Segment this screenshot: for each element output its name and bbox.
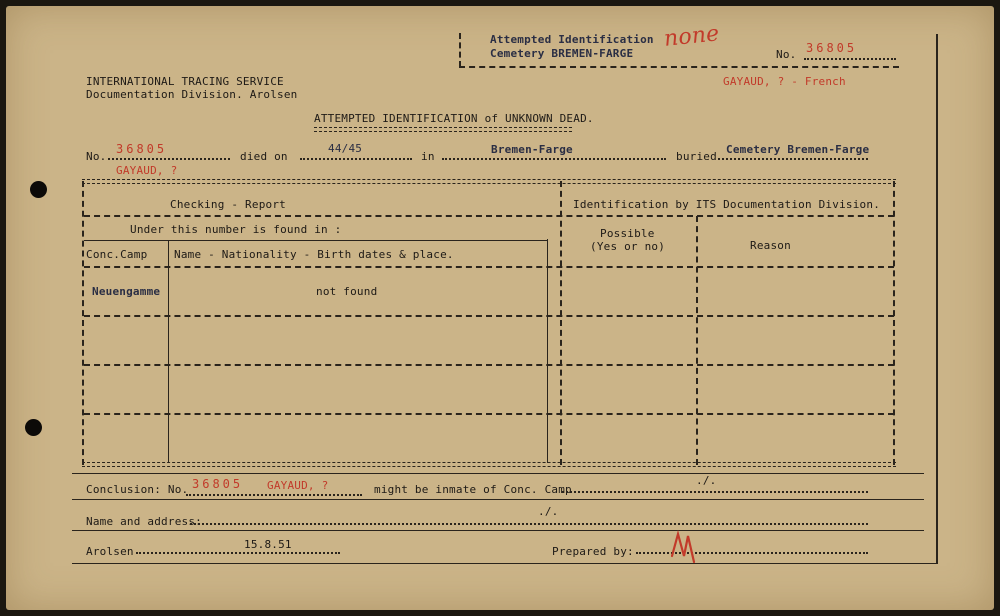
checking-header: Checking - Report (170, 198, 286, 211)
row-separator-3 (84, 413, 894, 415)
in-value: Bremen-Farge (491, 143, 573, 156)
possible-sub: (Yes or no) (590, 240, 666, 253)
row-separator-1 (84, 315, 894, 317)
column-header-separator (84, 266, 894, 268)
record-no-dots (108, 158, 230, 160)
record-no-label: No. (86, 150, 107, 163)
in-label: in (421, 150, 435, 163)
punch-hole-bottom (25, 419, 42, 436)
name-address-label: Name and address: (86, 515, 202, 528)
header-red-name: GAYAUD, ? - French (723, 75, 846, 88)
conclusion-name: GAYAUD, ? (267, 479, 329, 492)
conclusion-bottom-rule (72, 499, 924, 500)
inmate-text: might be inmate of Conc. Camp (374, 483, 572, 496)
in-dots (442, 158, 666, 160)
stamp-no-label: No. (776, 48, 797, 61)
under-number-separator (84, 240, 547, 241)
org-name: INTERNATIONAL TRACING SERVICE (86, 75, 284, 88)
form-title: ATTEMPTED IDENTIFICATION of UNKNOWN DEAD. (314, 112, 594, 125)
punch-hole-top (30, 181, 47, 198)
table-left-border (82, 181, 84, 465)
row1-camp: Neuengamme (92, 285, 161, 298)
record-no-value: 36805 (116, 142, 168, 156)
col-camp-header: Conc.Camp (86, 248, 148, 261)
org-division: Documentation Division. Arolsen (86, 88, 298, 101)
place: Arolsen (86, 545, 134, 558)
col-name-header: Name - Nationality - Birth dates & place. (174, 248, 454, 261)
stamp-line-2: Cemetery BREMEN-FARGE (490, 47, 634, 60)
stamp-bottom-border (459, 66, 899, 68)
died-dots (300, 158, 412, 160)
inmate-dots (562, 491, 868, 493)
conclusion-dots (186, 494, 362, 496)
camp-divider (168, 241, 169, 463)
name-address-rule (72, 530, 924, 531)
row-separator-2 (84, 364, 894, 366)
conclusion-top-rule (72, 473, 924, 474)
table-middle-divider (560, 181, 562, 465)
buried-value: Cemetery Bremen-Farge (726, 143, 870, 156)
stamp-line-1: Attempted Identification (490, 33, 654, 46)
possible-header: Possible (600, 227, 655, 240)
prepared-label: Prepared by: (552, 545, 634, 558)
handwritten-none: none (662, 21, 721, 52)
name-address-value: ./. (538, 505, 559, 518)
conclusion-no: 36805 (192, 477, 244, 491)
possible-divider (696, 216, 698, 465)
preparer-signature (664, 526, 704, 566)
table-right-border (893, 181, 895, 465)
buried-dots (718, 158, 868, 160)
date-dots (136, 552, 340, 554)
stamp-no-dots (804, 58, 896, 60)
card-bottom-rule (72, 563, 938, 564)
under-number-label: Under this number is found in : (130, 223, 342, 236)
form-title-underline (314, 127, 572, 132)
died-label: died on (240, 150, 288, 163)
died-value: 44/45 (328, 142, 363, 155)
inmate-value: ./. (696, 474, 717, 487)
name-address-dots (190, 523, 868, 525)
header-separator (84, 215, 894, 217)
card-right-border (936, 34, 938, 564)
stamp-no-value: 36805 (806, 41, 858, 55)
reason-header: Reason (750, 239, 791, 252)
stamp-left-border (459, 33, 461, 67)
date: 15.8.51 (244, 538, 292, 551)
table-top-border (82, 179, 896, 184)
row1-name: not found (316, 285, 378, 298)
table-bottom-border (82, 462, 896, 467)
record-red-name: GAYAUD, ? (116, 164, 178, 177)
buried-label: buried (676, 150, 717, 163)
identification-header: Identification by ITS Documentation Division. (573, 198, 881, 211)
checking-right-rule (547, 239, 548, 463)
conclusion-label: Conclusion: No. (86, 483, 189, 496)
